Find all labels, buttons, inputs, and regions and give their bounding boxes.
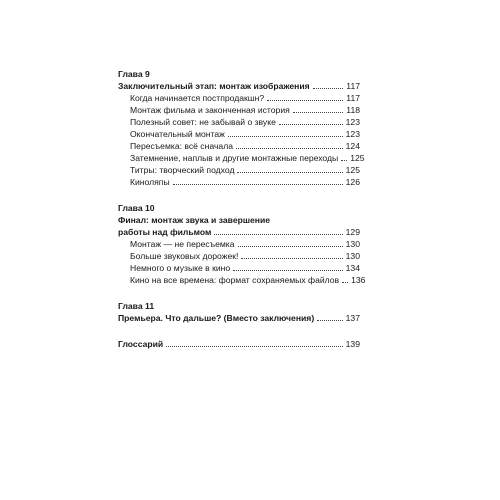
dot-leader <box>237 172 342 173</box>
chapter-heading: Глава 11 <box>118 301 155 311</box>
entry-page: 117 <box>346 81 360 91</box>
chapter-heading: Глава 10 <box>118 203 155 213</box>
dot-leader <box>236 148 343 149</box>
entry-page: 130 <box>345 251 360 261</box>
entry-title: Пересъемка: всё сначала <box>130 141 233 151</box>
entry-title: Монтаж — не пересъемка <box>130 239 235 249</box>
dot-leader <box>293 112 344 113</box>
toc-entry-glossary[interactable] <box>118 340 360 352</box>
dot-leader <box>241 258 342 259</box>
dot-leader <box>228 136 343 137</box>
dot-leader <box>341 160 347 161</box>
entry-page: 139 <box>345 339 360 349</box>
chapter-heading: Глава 9 <box>118 69 150 79</box>
entry-title-line-1[interactable]: Финал: монтаж звука и завершение <box>118 215 271 225</box>
dot-leader <box>238 246 343 247</box>
entry-title: Кино на все времена: формат сохраняемых файлов <box>130 275 340 285</box>
chapter-11 <box>118 302 360 326</box>
entry-page: 125 <box>345 165 360 175</box>
dot-leader <box>214 234 342 235</box>
table-of-contents <box>118 69 366 366</box>
entry-page: 123 <box>345 117 360 127</box>
entry-title: Киноляпы <box>130 177 170 187</box>
entry-page: 130 <box>345 239 360 249</box>
chapter-10 <box>118 203 366 288</box>
dot-leader <box>173 184 343 185</box>
dot-leader <box>317 320 342 321</box>
toc-entry[interactable] <box>118 178 360 190</box>
entry-title: Окончательный монтаж <box>130 129 225 139</box>
dot-leader <box>313 88 344 89</box>
entry-title: Когда начинается постпродакшн? <box>130 93 265 103</box>
entry-title: Полезный совет: не забывай о звуке <box>130 117 276 127</box>
dot-leader <box>342 282 348 283</box>
dot-leader <box>279 124 343 125</box>
entry-page: 124 <box>345 141 360 151</box>
entry-title-line-2: работы над фильмом <box>118 227 212 237</box>
entry-title: Глоссарий <box>118 339 164 349</box>
entry-page: 137 <box>345 313 360 323</box>
glossary-section <box>118 340 360 352</box>
entry-page: 123 <box>345 129 360 139</box>
entry-title: Титры: творческий подход <box>130 165 235 175</box>
entry-page: 118 <box>346 105 360 115</box>
entry-title: Премьера. Что дальше? (Вместо заключения) <box>118 313 315 323</box>
entry-page: 126 <box>345 177 360 187</box>
entry-page: 129 <box>345 227 360 237</box>
toc-entry[interactable] <box>118 275 366 288</box>
entry-page: 125 <box>350 153 365 163</box>
entry-page: 134 <box>345 263 360 273</box>
dot-leader <box>267 100 343 101</box>
entry-title: Больше звуковых дорожек! <box>130 251 239 261</box>
entry-page: 136 <box>351 275 366 285</box>
entry-title: Монтаж фильма и законченная история <box>130 105 290 115</box>
chapter-9 <box>118 69 365 190</box>
entry-title: Заключительный этап: монтаж изображения <box>118 81 310 91</box>
dot-leader <box>233 270 342 271</box>
toc-entry-main[interactable] <box>118 314 360 326</box>
entry-title: Немного о музыке в кино <box>130 263 231 273</box>
dot-leader <box>166 346 342 347</box>
entry-page: 117 <box>346 93 360 103</box>
entry-title: Затемнение, наплыв и другие монтажные переходы <box>130 153 339 163</box>
